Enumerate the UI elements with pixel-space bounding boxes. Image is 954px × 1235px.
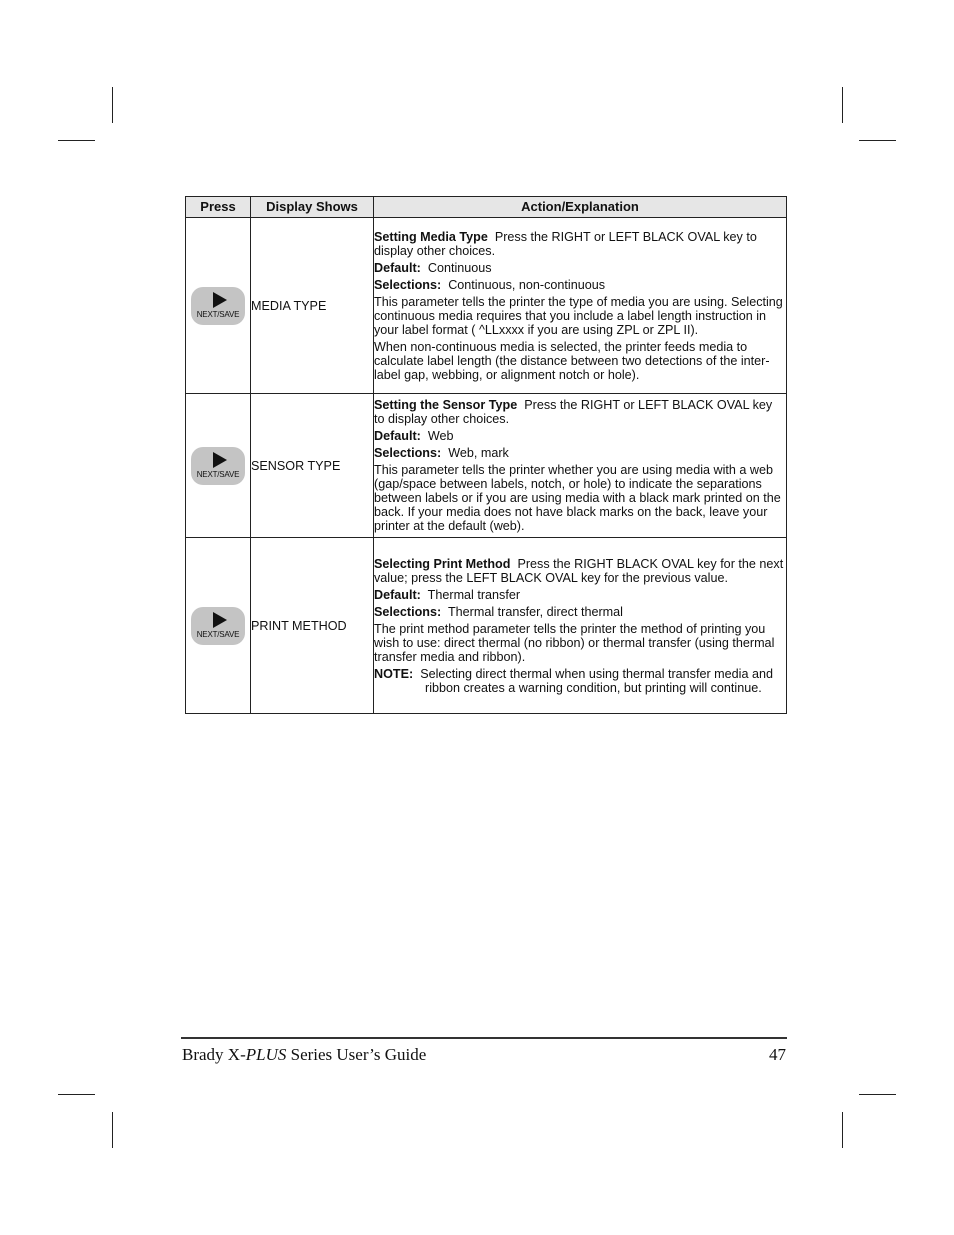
crop-mark — [112, 87, 113, 123]
crop-mark — [842, 1112, 843, 1148]
key-label: NEXT/SAVE — [196, 629, 240, 639]
crop-mark — [859, 1094, 896, 1095]
explanation-paragraph: The print method parameter tells the printer the method of printing you wish to use: direct thermal (no ribbon) or thermal transfer (using thermal transfer media and ribbon). — [374, 621, 775, 664]
display-cell: SENSOR TYPE — [251, 394, 374, 538]
key-label: NEXT/SAVE — [196, 309, 240, 319]
page-number: 47 — [769, 1045, 786, 1064]
action-intro: Press the RIGHT or LEFT BLACK OVAL key to display other choices. — [374, 398, 773, 426]
selections-value: Thermal transfer, direct thermal — [447, 604, 623, 619]
selections-label: Selections: — [374, 277, 442, 292]
action-intro: Press the RIGHT BLACK OVAL key for the next value; press the LEFT BLACK OVAL key for the previous value. — [374, 556, 784, 585]
crop-mark — [58, 1094, 95, 1095]
col-header-action: Action/Explanation — [374, 197, 787, 218]
display-cell: MEDIA TYPE — [251, 218, 374, 394]
action-cell — [374, 538, 787, 714]
explanation-paragraph: This parameter tells the printer the type of media you are using. Selecting continuous media requires that you include a label length instruction in your label format ( ^LLxxxx if you are using ZPL or ZPL II). — [374, 294, 783, 337]
default-value: Web — [427, 429, 454, 443]
next-save-key-icon — [191, 287, 245, 325]
press-cell — [186, 394, 251, 538]
press-cell — [186, 218, 251, 394]
table-header-row — [186, 197, 787, 218]
default-label: Default: — [374, 587, 421, 602]
footer-title — [182, 1045, 426, 1065]
explanation-paragraph: This parameter tells the printer whether you are using media with a web (gap/space between labels, notch, or hole) to indicate the separations between labels or if you are using media with a black mark printed on the back. If your media does not have black marks on the back, leave your printer at the default (web). — [374, 463, 781, 533]
key-label: NEXT/SAVE — [196, 469, 240, 479]
table-row — [186, 394, 787, 538]
default-label: Default: — [374, 260, 421, 275]
action-heading: Setting Media Type — [374, 229, 488, 244]
footer-title-italic: PLUS — [245, 1045, 287, 1064]
crop-mark — [842, 87, 843, 123]
action-heading: Selecting Print Method — [374, 556, 511, 571]
action-cell — [374, 394, 787, 538]
selections-value: Web, mark — [448, 446, 509, 460]
default-label: Default: — [374, 429, 421, 443]
col-header-press: Press — [186, 197, 251, 218]
explanation-paragraph: When non-continuous media is selected, the printer feeds media to calculate label length (the distance between two detections of the inter-label gap, webbing, or alignment notch or hole). — [374, 339, 770, 382]
next-save-key-icon — [191, 447, 245, 485]
table-row — [186, 218, 787, 394]
crop-mark — [58, 140, 95, 141]
display-cell: PRINT METHOD — [251, 538, 374, 714]
play-arrow-icon — [213, 452, 227, 468]
col-header-display: Display Shows — [251, 197, 374, 218]
note-label: NOTE: — [374, 666, 414, 681]
footer-rule — [181, 1037, 787, 1039]
table-row — [186, 538, 787, 714]
footer-title-prefix: Brady X- — [182, 1045, 246, 1064]
press-cell — [186, 538, 251, 714]
crop-mark — [859, 140, 896, 141]
play-arrow-icon — [213, 292, 227, 308]
parameter-table — [185, 196, 787, 714]
next-save-key-icon — [191, 607, 245, 645]
play-arrow-icon — [213, 612, 227, 628]
note-text: Selecting direct thermal when using thermal transfer media and ribbon creates a warning condition, but printing will continue. — [420, 666, 773, 695]
selections-value: Continuous, non-continuous — [448, 277, 606, 292]
default-value: Thermal transfer — [427, 587, 521, 602]
note-paragraph — [374, 667, 786, 695]
crop-mark — [112, 1112, 113, 1148]
selections-label: Selections: — [374, 446, 442, 460]
action-cell — [374, 218, 787, 394]
action-intro: Press the RIGHT or LEFT BLACK OVAL key to display other choices. — [374, 229, 757, 258]
footer-title-suffix: Series User’s Guide — [286, 1045, 427, 1064]
selections-label: Selections: — [374, 604, 442, 619]
action-heading: Setting the Sensor Type — [374, 398, 518, 412]
default-value: Continuous — [427, 260, 492, 275]
